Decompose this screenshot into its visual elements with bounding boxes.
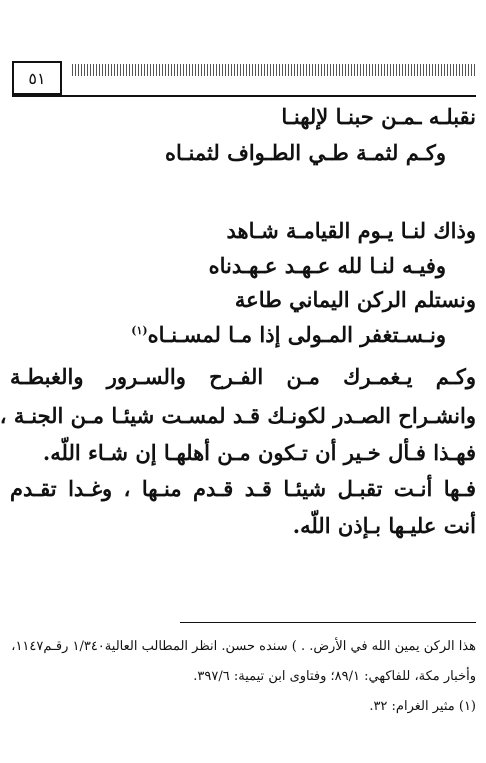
poem-verse-1-second-hemistich: وكـم لثمـة طـي الطـواف لثمنـاه [165,140,446,165]
poem-verse-2-first-hemistich: وذاك لنـا يـوم القيامـة شـاهد [226,218,476,243]
footnote-line-1: هذا الركن يمين الله في الأرض. . ) سنده حسن. انظر المطالب العالية١/٣٤٠ رقـم١١٤٧، [11,639,476,654]
poem-verse-3-second-hemistich [131,324,446,345]
footnote-line-3: (١) مثير الغرام: ٣٢. [369,699,476,714]
footnote-separator [180,622,476,623]
page-number-box [12,61,62,95]
prose-line-5: أنت عليـها بـإذن اللّه. [292,513,476,538]
poem-verse-1-first-hemistich: نقبلـه ـمـن حبنـا لإلهنـا [281,104,476,129]
prose-line-1: وكـم يـغمـرك مـن الفـرح والسـرور والغبطـة [10,364,476,389]
poem-verse-2-second-hemistich: وفيـه لنـا لله عـهـد عـهـدناه [208,253,446,278]
prose-line-3: فهـذا فـأل خـير أن تـكون مـن أهلهـا إن شـاء اللّه. [42,440,476,465]
footnote-line-2: وأخبار مكة، للفاكهي: ٨٩/١؛ وفتاوى ابن تيمية: ٣٩٧/٦. [193,669,476,684]
poem-verse-3-first-hemistich: ونستلم الركن اليماني طاعة [234,287,476,312]
footnote-marker: (١) [131,324,148,337]
prose-line-2: وانشـراح الصـدر لكونـك قـد لمسـت شيئـا مـن الجنـة ، [0,403,476,428]
poem-verse-3-second-text: ونـسـتغفر المـولى إذا مـا لمسـنـاه [147,322,446,347]
page-number: ٥١ [28,68,46,88]
prose-line-4: فـها أنـت تقبـل شيئـا قـد قـدم منـها ، وغـدا تقـدم [10,476,476,501]
header-decoration-band [72,64,476,76]
header-rule [12,95,476,97]
